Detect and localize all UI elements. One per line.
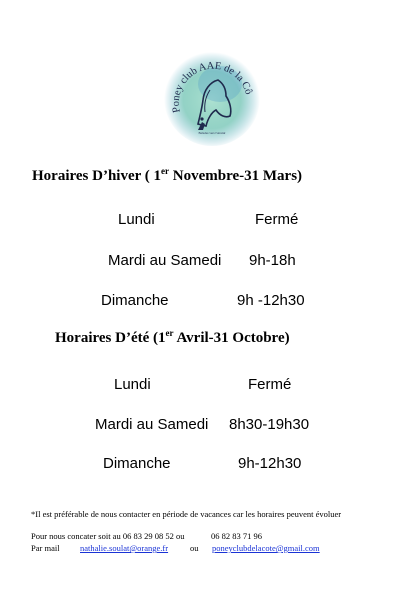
winter-title-sup: er	[161, 166, 170, 176]
phone-label: Pour nous concater soit au 06 83 29 08 52 ou	[31, 531, 185, 541]
winter-day-monday: Lundi	[118, 211, 155, 228]
summer-title-sup: er	[165, 328, 174, 338]
summer-title-pre: Horaires D’été (1	[55, 330, 166, 346]
email-link-poneyclub[interactable]: poneyclubdelacote@gmail.com	[212, 543, 320, 553]
winter-title	[32, 168, 302, 185]
summer-hours-monday: Fermé	[248, 376, 292, 393]
footer-note: *Il est préférable de nous contacter en période de vacances car les horaires peuvent évoluer	[31, 509, 342, 519]
phone-number-2: 06 82 83 71 96	[211, 531, 262, 541]
summer-day-monday: Lundi	[114, 376, 151, 393]
winter-title-post: Novembre-31 Mars)	[169, 168, 303, 184]
mail-or: ou	[190, 543, 199, 553]
summer-day-tue-sat: Mardi au Samedi	[95, 416, 209, 433]
mail-label: Par mail	[31, 543, 60, 553]
winter-hours-monday: Fermé	[255, 211, 299, 228]
winter-day-sunday: Dimanche	[101, 292, 169, 309]
club-logo	[160, 44, 260, 148]
winter-hours-sunday: 9h -12h30	[237, 292, 305, 309]
summer-title	[55, 330, 290, 347]
winter-day-tue-sat: Mardi au Samedi	[108, 252, 222, 269]
winter-title-pre: Horaires D’hiver ( 1	[32, 168, 162, 184]
logo-subtext: Balades vers l'Avenir	[198, 131, 226, 135]
summer-hours-sunday: 9h-12h30	[238, 455, 302, 472]
email-link-nathalie[interactable]: nathalie.soulat@orange.fr	[80, 543, 169, 553]
winter-hours-tue-sat: 9h-18h	[249, 252, 296, 269]
summer-title-post: Avril-31 Octobre)	[173, 330, 290, 346]
summer-hours-tue-sat: 8h30-19h30	[229, 416, 310, 433]
summer-day-sunday: Dimanche	[103, 455, 171, 472]
logo-text: Poney club AAE de la Cô	[170, 60, 254, 114]
